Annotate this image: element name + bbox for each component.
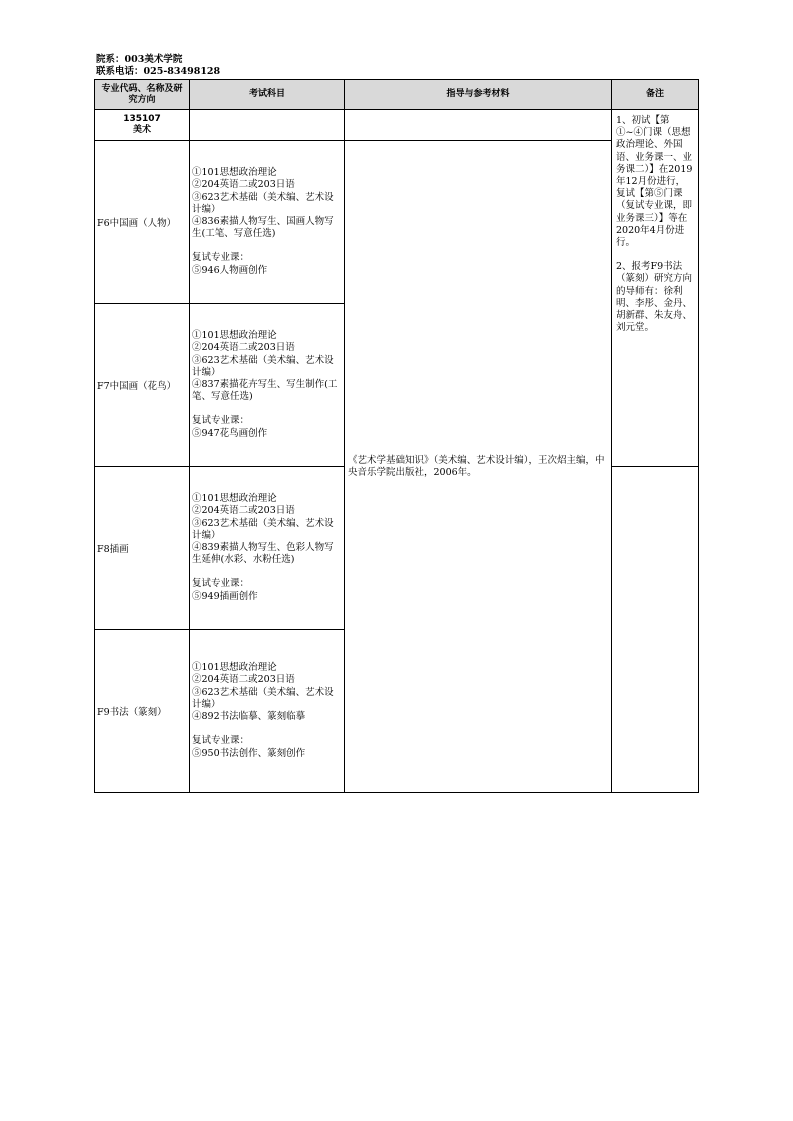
subject-item: ②204英语二或203日语 bbox=[192, 674, 295, 686]
major-reference-cell bbox=[345, 110, 612, 141]
subject-item: ①101思想政治理论 bbox=[192, 662, 277, 674]
subject-item: ④836素描人物写生、国画人物写生(工笔、写意任选) bbox=[192, 216, 334, 240]
notes-cell bbox=[612, 110, 699, 467]
subject-item: ①101思想政治理论 bbox=[192, 493, 277, 505]
notes-empty-cell bbox=[612, 467, 699, 793]
subject-item: ①101思想政治理论 bbox=[192, 330, 277, 342]
subjects-cell bbox=[190, 141, 345, 304]
direction-name: F8插画 bbox=[95, 467, 190, 630]
major-code: 135107 bbox=[123, 114, 161, 124]
subject-item: ②204英语二或203日语 bbox=[192, 505, 295, 517]
subjects-cell bbox=[190, 467, 345, 630]
retest-subject: ⑤949插画创作 bbox=[192, 590, 258, 602]
exam-table bbox=[94, 79, 699, 793]
column-header-major: 专业代码、名称及研究方向 bbox=[95, 80, 190, 110]
subject-item: ③623艺术基础（美术编、艺术设计编） bbox=[192, 354, 334, 378]
subject-item: ③623艺术基础（美术编、艺术设计编） bbox=[192, 686, 334, 710]
subject-item: ④837素描花卉写生、写生制作(工笔、写意任选) bbox=[192, 379, 338, 403]
note-1: 1、初试【第①~④门课（思想政治理论、外国语、业务课一、业务课二）】在2019年12月份进行，复试【第⑤门课（复试专业课，即业务课三）】等在2020年4月份进行。 bbox=[616, 115, 693, 249]
table-row-direction-f6 bbox=[95, 141, 699, 304]
major-subjects-cell bbox=[190, 110, 345, 141]
direction-name: F7中国画（花鸟） bbox=[95, 304, 190, 467]
retest-subject: ⑤950书法创作、篆刻创作 bbox=[192, 747, 306, 759]
table-header-row bbox=[95, 80, 699, 110]
subject-item: ②204英语二或203日语 bbox=[192, 179, 295, 191]
retest-label: 复试专业课： bbox=[192, 415, 250, 427]
column-header-notes: 备注 bbox=[612, 80, 699, 110]
retest-subject: ⑤946人物画创作 bbox=[192, 264, 268, 276]
phone-label: 联系电话：025-83498128 bbox=[96, 66, 221, 77]
subject-item: ③623艺术基础（美术编、艺术设计编） bbox=[192, 517, 334, 541]
retest-subject: ⑤947花鸟画创作 bbox=[192, 427, 268, 439]
major-name: 美术 bbox=[132, 125, 151, 135]
department-label: 院系：003美术学院 bbox=[96, 54, 183, 65]
subject-item: ②204英语二或203日语 bbox=[192, 342, 295, 354]
subject-item: ③623艺术基础（美术编、艺术设计编） bbox=[192, 191, 334, 215]
retest-label: 复试专业课： bbox=[192, 578, 250, 590]
subjects-cell bbox=[190, 630, 345, 793]
reference-cell: 《艺术学基础知识》（美术编、艺术设计编），王次炤主编，中央音乐学院出版社，2006年。 bbox=[345, 141, 612, 793]
note-2: 2、报考F9书法（篆刻）研究方向的导师有：徐利明、李彤、金丹、胡新群、朱友舟、刘元堂。 bbox=[616, 261, 693, 334]
retest-label: 复试专业课： bbox=[192, 252, 250, 264]
direction-name: F6中国画（人物） bbox=[95, 141, 190, 304]
subjects-cell bbox=[190, 304, 345, 467]
major-row bbox=[95, 110, 699, 141]
subject-item: ④892书法临摹、篆刻临摹 bbox=[192, 711, 306, 723]
column-header-reference: 指导与参考材料 bbox=[345, 80, 612, 110]
retest-label: 复试专业课： bbox=[192, 735, 250, 747]
subject-item: ①101思想政治理论 bbox=[192, 167, 277, 179]
direction-name: F9书法（篆刻） bbox=[95, 630, 190, 793]
subject-item: ④839素描人物写生、色彩人物写生延伸(水彩、水粉任选) bbox=[192, 542, 334, 566]
major-code-cell bbox=[95, 110, 190, 141]
column-header-subjects: 考试科目 bbox=[190, 80, 345, 110]
